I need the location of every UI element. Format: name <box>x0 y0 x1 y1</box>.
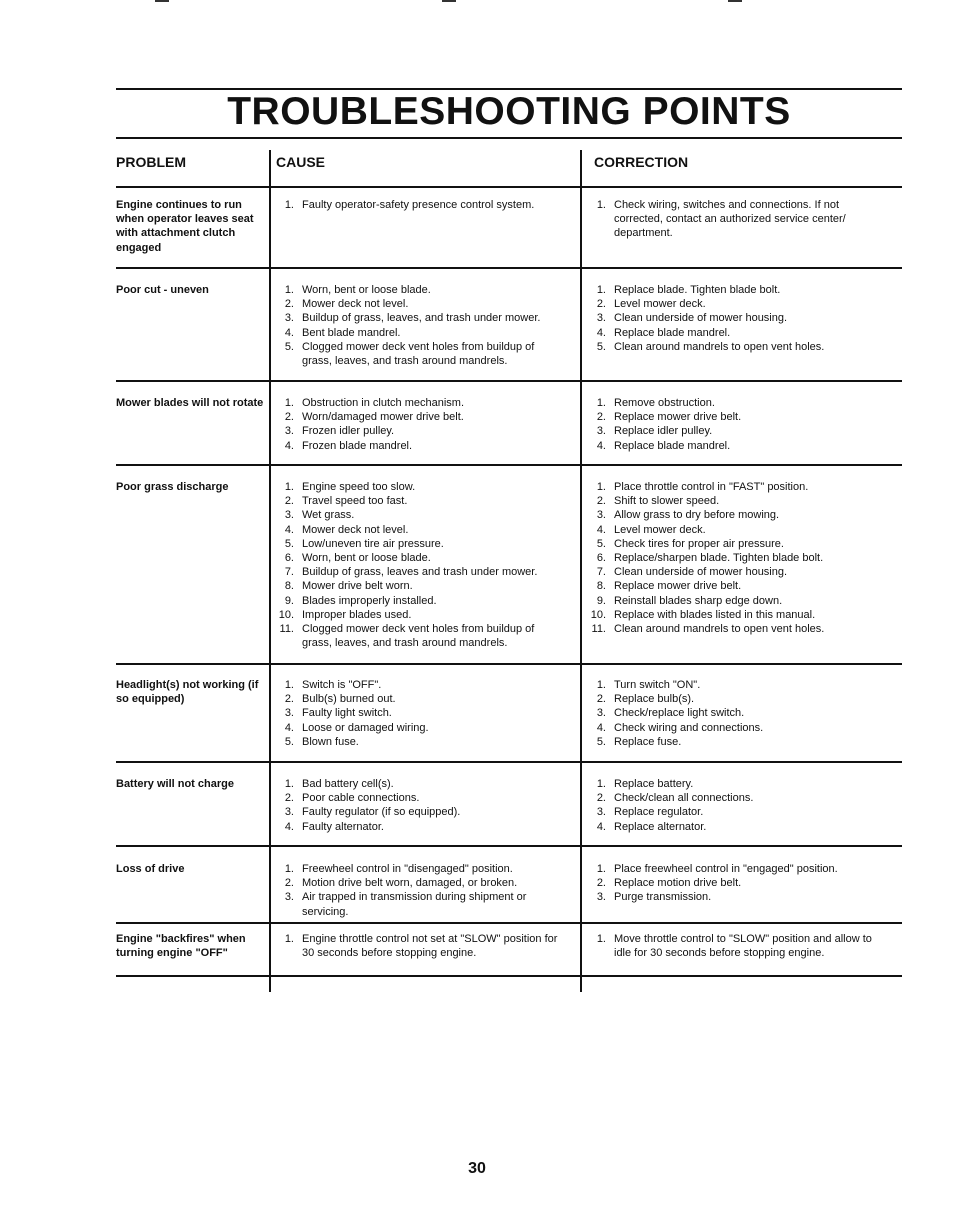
correction-item: 1. Turn switch "ON". <box>596 679 701 691</box>
cause-item: 4. Faulty alternator. <box>284 820 384 833</box>
page-title: TROUBLESHOOTING POINTS <box>227 90 791 133</box>
cause-item: 1. Worn, bent or loose blade. <box>284 284 431 296</box>
cause-item: 4. Bent blade mandrel. <box>284 326 401 339</box>
cause-list <box>276 678 566 749</box>
cause-item: 1. Bad battery cell(s). <box>284 778 394 790</box>
column-divider-cause <box>269 150 271 992</box>
correction-list <box>588 678 884 749</box>
correction-item: 2. Check/clean all connections. <box>596 792 754 805</box>
scan-mark <box>728 0 742 2</box>
correction-list <box>588 198 884 241</box>
problem-text: Engine continues to run when operator leaves seat with attachment clutch engaged <box>116 199 254 254</box>
correction-list <box>588 862 884 905</box>
correction-item: 4. Check wiring and connections. <box>596 721 764 734</box>
cause-item: 8. Mower drive belt worn. <box>284 580 413 593</box>
table-header <box>116 150 902 186</box>
row-separator <box>116 663 902 665</box>
correction-list <box>588 283 884 354</box>
problem-text: Mower blades will not rotate <box>116 397 264 409</box>
cause-list <box>276 480 566 650</box>
problem-text: Poor grass discharge <box>116 481 229 493</box>
correction-item: 1. Move throttle control to "SLOW" position and allow to idle for 30 seconds before stopping engine. <box>596 933 872 960</box>
cause-item: 4. Frozen blade mandrel. <box>284 439 413 452</box>
cause-item: 2. Travel speed too fast. <box>284 495 408 508</box>
cause-item: 2. Poor cable connections. <box>284 792 420 805</box>
correction-list <box>588 480 884 636</box>
cause-item: 3. Wet grass. <box>284 509 355 522</box>
correction-item: 3. Purge transmission. <box>596 891 712 904</box>
cause-item: 1. Engine speed too slow. <box>284 481 416 493</box>
cause-item: 3. Faulty regulator (if so equipped). <box>284 806 461 819</box>
correction-item: 11. Clean around mandrels to open vent holes. <box>591 623 825 636</box>
scan-mark <box>442 0 456 2</box>
correction-item: 2. Level mower deck. <box>596 298 706 311</box>
cause-item: 9. Blades improperly installed. <box>284 594 437 607</box>
cause-item: 4. Loose or damaged wiring. <box>284 721 429 734</box>
correction-item: 4. Level mower deck. <box>596 523 706 536</box>
correction-item: 3. Clean underside of mower housing. <box>596 312 788 325</box>
correction-item: 8. Replace mower drive belt. <box>596 580 742 593</box>
column-divider-correction <box>580 150 582 992</box>
correction-item: 1. Replace battery. <box>596 778 694 790</box>
problem-text: Headlight(s) not working (if so equipped) <box>116 679 259 706</box>
correction-item: 1. Place throttle control in "FAST" position. <box>596 481 809 493</box>
correction-item: 3. Replace idler pulley. <box>596 425 713 438</box>
correction-item: 5. Replace fuse. <box>596 735 682 748</box>
correction-list <box>588 396 884 453</box>
header-correction: CORRECTION <box>594 154 689 170</box>
cause-item: 2. Worn/damaged mower drive belt. <box>284 411 464 424</box>
cause-list <box>276 198 566 212</box>
cause-item: 3. Air trapped in transmission during shipment or servicing. <box>284 891 527 918</box>
scan-marks <box>0 0 954 4</box>
problem-text: Engine "backfires" when turning engine "OFF" <box>116 933 246 960</box>
row-separator <box>116 464 902 466</box>
correction-item: 1. Replace blade. Tighten blade bolt. <box>596 284 781 296</box>
problem-text: Loss of drive <box>116 863 185 875</box>
page-number: 30 <box>468 1160 486 1177</box>
correction-item: 6. Replace/sharpen blade. Tighten blade bolt. <box>596 552 824 565</box>
row-separator <box>116 267 902 269</box>
cause-item: 1. Faulty operator-safety presence control system. <box>284 199 535 211</box>
cause-item: 11. Clogged mower deck vent holes from buildup of grass, leaves, and trash around mandrels. <box>279 623 535 650</box>
cause-item: 5. Blown fuse. <box>284 735 359 748</box>
cause-item: 2. Mower deck not level. <box>284 298 409 311</box>
correction-item: 2. Shift to slower speed. <box>596 495 720 508</box>
row-separator <box>116 380 902 382</box>
cause-item: 3. Frozen idler pulley. <box>284 425 395 438</box>
cause-list <box>276 932 566 960</box>
correction-list <box>588 777 884 834</box>
cause-item: 3. Buildup of grass, leaves, and trash under mower. <box>284 312 541 325</box>
cause-item: 2. Motion drive belt worn, damaged, or broken. <box>284 877 518 890</box>
cause-item: 10. Improper blades used. <box>278 608 412 621</box>
cause-item: 4. Mower deck not level. <box>284 523 409 536</box>
header-cause: CAUSE <box>276 154 326 170</box>
correction-item: 2. Replace mower drive belt. <box>596 411 742 424</box>
cause-list <box>276 862 566 919</box>
problem-text: Poor cut - uneven <box>116 284 209 296</box>
cause-item: 1. Engine throttle control not set at "SLOW" position for 30 seconds before stopping engine. <box>284 933 558 960</box>
correction-item: 4. Replace alternator. <box>596 820 707 833</box>
cause-list <box>276 777 566 834</box>
title-rule-bottom <box>116 137 902 139</box>
cause-list <box>276 283 566 368</box>
cause-item: 7. Buildup of grass, leaves and trash under mower. <box>284 566 538 579</box>
scan-mark <box>155 0 169 2</box>
cause-item: 3. Faulty light switch. <box>284 707 392 720</box>
correction-item: 7. Clean underside of mower housing. <box>596 566 788 579</box>
correction-list <box>588 932 884 960</box>
cause-item: 1. Obstruction in clutch mechanism. <box>284 397 465 409</box>
cause-item: 5. Clogged mower deck vent holes from buildup of grass, leaves, and trash around mandrels. <box>284 340 535 368</box>
row-separator <box>116 186 902 188</box>
correction-item: 1. Remove obstruction. <box>596 397 715 409</box>
header-problem: PROBLEM <box>116 154 186 170</box>
correction-item: 3. Allow grass to dry before mowing. <box>596 509 780 522</box>
row-separator <box>116 761 902 763</box>
row-separator <box>116 975 902 977</box>
correction-item: 3. Check/replace light switch. <box>596 707 745 720</box>
cause-item: 1. Freewheel control in "disengaged" position. <box>284 863 513 875</box>
cause-item: 2. Bulb(s) burned out. <box>284 693 396 706</box>
cause-item: 5. Low/uneven tire air pressure. <box>284 537 444 550</box>
cause-item: 6. Worn, bent or loose blade. <box>284 552 431 565</box>
correction-item: 1. Place freewheel control in "engaged" position. <box>596 863 838 875</box>
correction-item: 2. Replace motion drive belt. <box>596 877 742 890</box>
correction-item: 4. Replace blade mandrel. <box>596 439 731 452</box>
correction-item: 3. Replace regulator. <box>596 806 704 819</box>
correction-item: 1. Check wiring, switches and connections. If not corrected, contact an authorized service center/ department. <box>596 199 846 240</box>
correction-item: 5. Clean around mandrels to open vent holes. <box>596 340 825 353</box>
correction-item: 4. Replace blade mandrel. <box>596 326 731 339</box>
problem-text: Battery will not charge <box>116 778 234 790</box>
row-separator <box>116 922 902 924</box>
correction-item: 9. Reinstall blades sharp edge down. <box>596 594 783 607</box>
row-separator <box>116 845 902 847</box>
cause-item: 1. Switch is "OFF". <box>284 679 382 691</box>
cause-list <box>276 396 566 453</box>
correction-item: 2. Replace bulb(s). <box>596 693 695 706</box>
correction-item: 5. Check tires for proper air pressure. <box>596 537 784 550</box>
correction-item: 10. Replace with blades listed in this manual. <box>590 608 816 621</box>
